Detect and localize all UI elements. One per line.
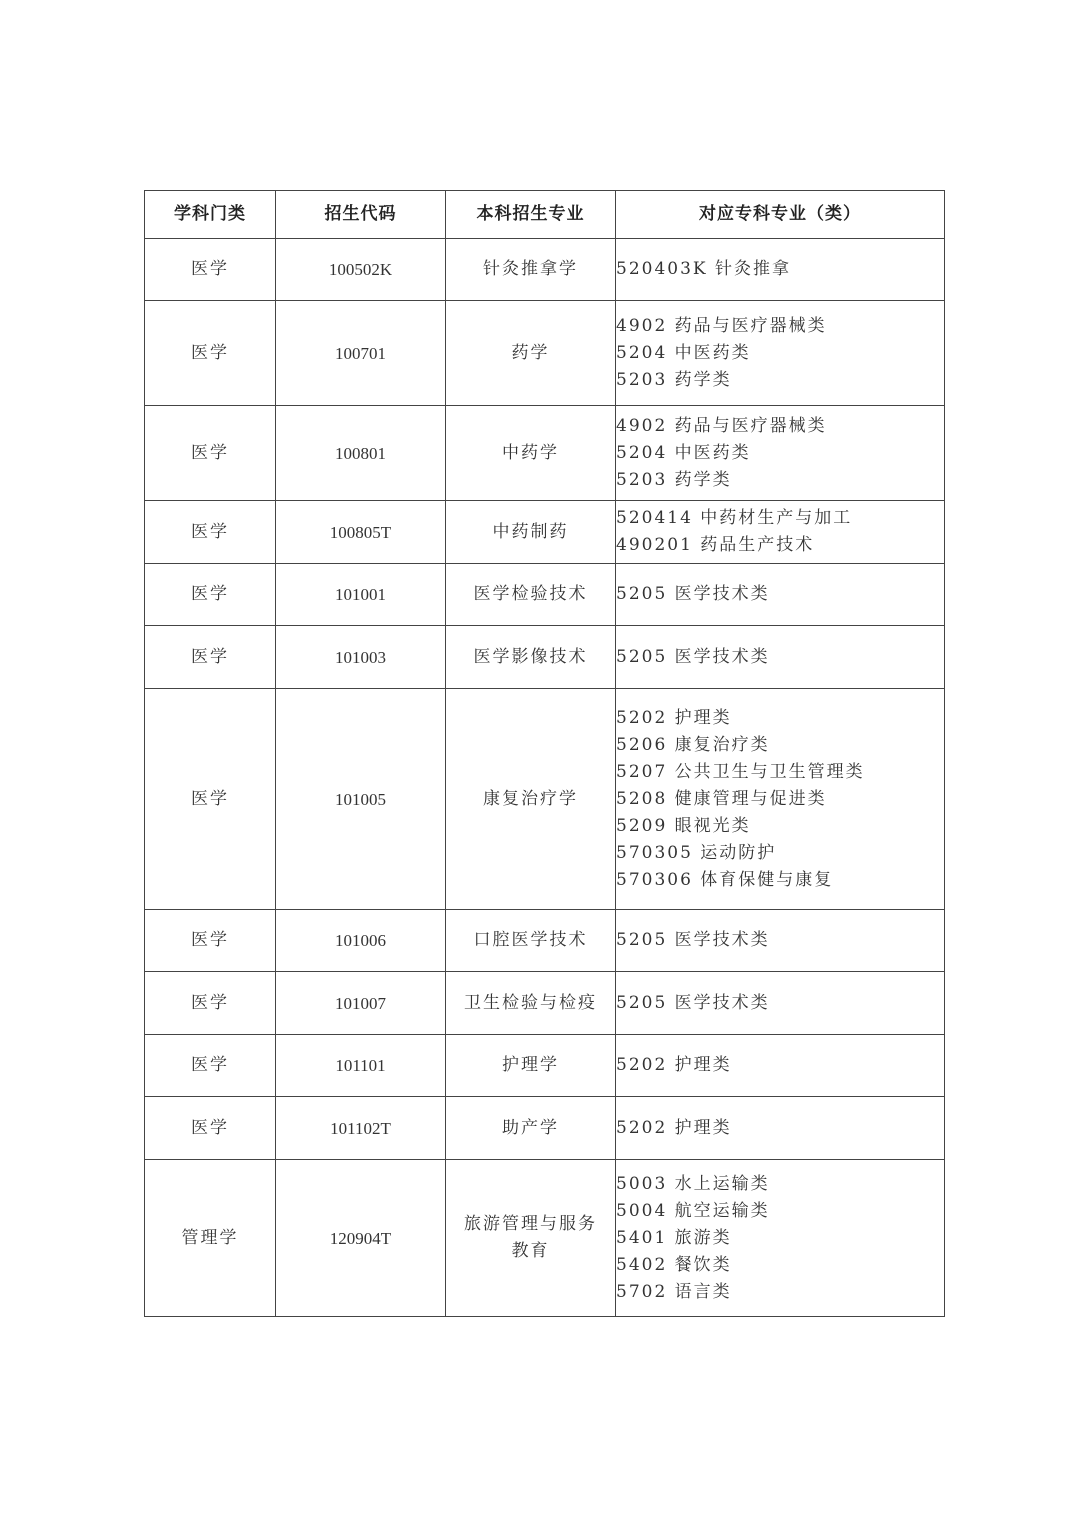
related-major-line: 5205 医学技术类 — [616, 930, 770, 950]
related-major-line: 5401 旅游类 — [616, 1227, 732, 1248]
category-text: 医学 — [191, 992, 229, 1013]
major-text: 中药学 — [502, 442, 559, 463]
cell-category — [145, 1160, 276, 1317]
related-major-line: 520414 中药材生产与加工 — [616, 508, 853, 528]
cell-category — [145, 972, 276, 1035]
header-related: 对应专科专业（类） — [616, 191, 945, 239]
code-text: 101006 — [335, 931, 386, 950]
cell-major — [446, 1035, 616, 1097]
cell-related — [616, 626, 945, 689]
cell-related — [616, 406, 945, 501]
table-row — [145, 406, 945, 501]
table-body — [145, 239, 945, 1317]
code-text: 100801 — [335, 443, 386, 463]
cell-code — [276, 689, 446, 910]
major-text: 针灸推拿学 — [483, 259, 578, 279]
cell-major — [446, 689, 616, 910]
cell-code — [276, 1160, 446, 1317]
code-text: 101003 — [335, 647, 386, 667]
cell-code — [276, 564, 446, 626]
cell-category — [145, 564, 276, 626]
major-text: 卫生检验与检疫 — [464, 992, 597, 1013]
cell-category — [145, 301, 276, 406]
code-text: 101007 — [335, 993, 386, 1013]
cell-category — [145, 910, 276, 972]
category-text: 医学 — [191, 442, 229, 463]
cell-category — [145, 626, 276, 689]
related-major-line: 5402 餐饮类 — [616, 1254, 732, 1275]
table-row — [145, 1097, 945, 1160]
code-text: 101102T — [330, 1118, 391, 1138]
table-row — [145, 910, 945, 972]
cell-code — [276, 501, 446, 564]
related-major-line: 5003 水上运输类 — [616, 1173, 770, 1194]
related-major-line: 5204 中医药类 — [616, 442, 751, 463]
category-text: 医学 — [191, 930, 229, 950]
cell-related — [616, 1035, 945, 1097]
cell-major — [446, 501, 616, 564]
related-major-line: 4902 药品与医疗器械类 — [616, 315, 827, 336]
cell-major — [446, 626, 616, 689]
related-major-line: 520403K 针灸推拿 — [616, 259, 791, 279]
header-major: 本科招生专业 — [446, 191, 616, 239]
category-text: 医学 — [191, 1117, 229, 1138]
cell-code — [276, 301, 446, 406]
category-text: 管理学 — [181, 1227, 239, 1248]
major-text: 医学影像技术 — [473, 646, 588, 667]
category-text: 医学 — [191, 1055, 229, 1075]
cell-related — [616, 239, 945, 301]
related-major-line: 5202 护理类 — [616, 1117, 732, 1138]
code-text: 100502K — [328, 260, 393, 279]
category-text: 医学 — [191, 788, 229, 809]
code-text: 100805T — [329, 522, 392, 542]
cell-related — [616, 1160, 945, 1317]
cell-code — [276, 972, 446, 1035]
table-row — [145, 689, 945, 910]
cell-code — [276, 1097, 446, 1160]
table-row — [145, 1160, 945, 1317]
cell-category — [145, 406, 276, 501]
code-text: 101001 — [335, 585, 386, 604]
cell-code — [276, 406, 446, 501]
major-text: 旅游管理与服务教育 — [464, 1214, 597, 1261]
related-major-line: 5204 中医药类 — [616, 342, 751, 363]
table-row — [145, 301, 945, 406]
cell-related — [616, 301, 945, 406]
cell-related — [616, 910, 945, 972]
cell-code — [276, 626, 446, 689]
major-text: 助产学 — [502, 1117, 559, 1138]
cell-major — [446, 972, 616, 1035]
cell-related — [616, 689, 945, 910]
related-major-line: 4902 药品与医疗器械类 — [616, 415, 827, 436]
header-category: 学科门类 — [145, 191, 276, 239]
major-text: 中药制药 — [492, 521, 569, 542]
cell-major — [446, 1097, 616, 1160]
code-text: 120904T — [329, 1228, 392, 1248]
related-major-line: 5205 医学技术类 — [616, 646, 770, 667]
related-major-line: 5205 医学技术类 — [616, 584, 770, 604]
cell-related — [616, 564, 945, 626]
category-text: 医学 — [191, 646, 229, 667]
category-text: 医学 — [191, 342, 229, 363]
cell-code — [276, 239, 446, 301]
cell-category — [145, 501, 276, 564]
cell-major — [446, 406, 616, 501]
related-major-line: 5209 眼视光类 — [616, 815, 751, 836]
code-text: 101101 — [335, 1056, 386, 1075]
cell-category — [145, 1097, 276, 1160]
table-row — [145, 239, 945, 301]
table-row — [145, 501, 945, 564]
cell-major — [446, 301, 616, 406]
cell-related — [616, 972, 945, 1035]
cell-major — [446, 239, 616, 301]
category-text: 医学 — [191, 259, 229, 279]
major-text: 医学检验技术 — [473, 584, 588, 604]
header-code: 招生代码 — [276, 191, 446, 239]
category-text: 医学 — [191, 521, 229, 542]
related-major-line: 5203 药学类 — [616, 469, 732, 490]
code-text: 101005 — [335, 789, 386, 809]
table-header-row — [145, 191, 945, 239]
cell-major — [446, 1160, 616, 1317]
related-major-line: 5203 药学类 — [616, 369, 732, 390]
related-major-line: 5206 康复治疗类 — [616, 734, 770, 755]
related-major-line: 5702 语言类 — [616, 1281, 732, 1302]
cell-code — [276, 1035, 446, 1097]
cell-major — [446, 564, 616, 626]
related-major-line: 5202 护理类 — [616, 707, 732, 728]
code-text: 100701 — [335, 343, 386, 363]
cell-category — [145, 239, 276, 301]
related-major-line: 570306 体育保健与康复 — [616, 869, 834, 890]
cell-major — [446, 910, 616, 972]
cell-category — [145, 1035, 276, 1097]
major-text: 康复治疗学 — [483, 788, 578, 809]
cell-code — [276, 910, 446, 972]
cell-related — [616, 501, 945, 564]
table-row — [145, 972, 945, 1035]
related-major-line: 5004 航空运输类 — [616, 1200, 770, 1221]
cell-related — [616, 1097, 945, 1160]
related-major-line: 5207 公共卫生与卫生管理类 — [616, 761, 865, 782]
cell-category — [145, 689, 276, 910]
table-row — [145, 564, 945, 626]
related-major-line: 5208 健康管理与促进类 — [616, 788, 827, 809]
related-major-line: 490201 药品生产技术 — [616, 535, 815, 555]
table-row — [145, 626, 945, 689]
related-major-line: 5205 医学技术类 — [616, 992, 770, 1013]
related-major-line: 570305 运动防护 — [616, 842, 777, 863]
category-text: 医学 — [191, 584, 229, 604]
major-text: 口腔医学技术 — [473, 930, 588, 950]
major-text: 药学 — [511, 342, 550, 363]
table-row — [145, 1035, 945, 1097]
major-text: 护理学 — [502, 1055, 559, 1075]
related-major-line: 5202 护理类 — [616, 1055, 732, 1075]
major-correspondence-table — [144, 190, 945, 1317]
